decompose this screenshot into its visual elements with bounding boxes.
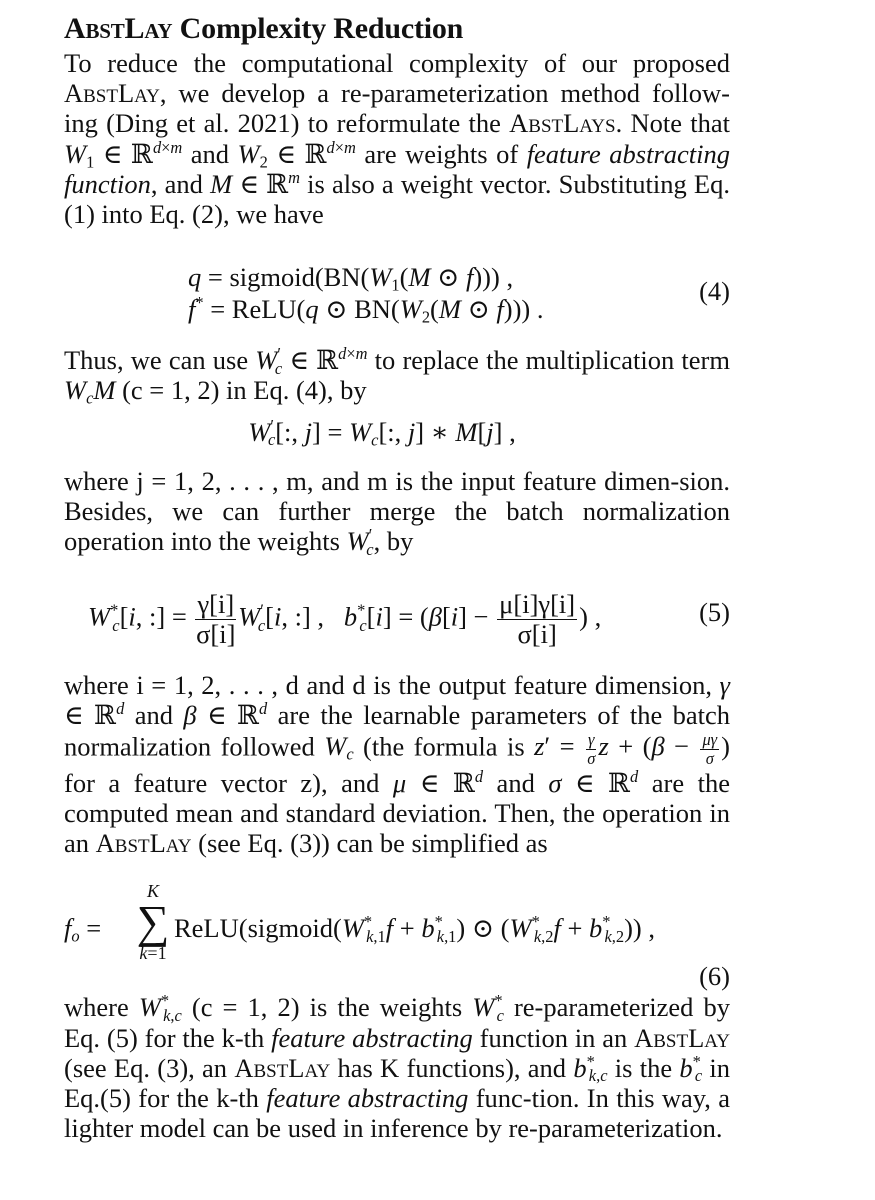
equation-wprime: $W'_c$[:, $j] = W_c$[:, j] ∗ M[j] , xyxy=(248,415,516,450)
p1-text-1: To reduce the computational complexity of our proposed xyxy=(64,48,730,78)
p5-text-6: has K functions), and xyxy=(330,1052,574,1083)
p1-text-3: . Note that xyxy=(615,108,730,139)
p4-text-4: for a feature vector z), and xyxy=(64,767,393,798)
section-title xyxy=(64,10,730,48)
p4-math-mu-sigma: μ ∈ ℝ$^d$ and σ ∈ ℝ$^d$ xyxy=(392,766,639,798)
equation-4 xyxy=(64,261,730,325)
p5-text-5: (see Eq. (3), an xyxy=(64,1052,235,1083)
p1-text-2: , we develop a re-parameterization method follow-ing (Ding et al. 2021) to reformulate the xyxy=(64,78,730,139)
p5-abstlay-1: AbstLay xyxy=(634,1022,730,1053)
p1-text-5: , and xyxy=(150,168,211,199)
p5-emph-1: feature abstracting xyxy=(271,1022,473,1053)
p5-math-wkc: $W^*_{k,c}$ xyxy=(138,991,182,1025)
paragraph-1 xyxy=(64,48,730,229)
eq4-number: (4) xyxy=(699,276,730,307)
p5-math-bkc: $b^*_{k,c}$ xyxy=(573,1051,608,1086)
paragraph-3 xyxy=(64,466,730,557)
p1-text-4: are weights of xyxy=(355,138,527,169)
page xyxy=(64,10,730,1143)
p4-abstlay: AbstLay xyxy=(95,828,192,859)
p5-text-1: where xyxy=(64,992,139,1023)
p1-math-m: M ∈ ℝ$^m$ xyxy=(210,167,301,199)
paragraph-2 xyxy=(64,344,730,409)
p5-text-7: is the xyxy=(607,1052,680,1083)
eq6-sum: K ∑ k=1 xyxy=(136,881,170,964)
p5-math-bc: $b^*_c$ xyxy=(679,1051,703,1086)
eq4-line2: f* = ReLU(q ⊙ $BN(W_2(M$ ⊙ f))) . xyxy=(188,293,544,327)
p3-math-wprime: $W'_c$ xyxy=(346,524,374,559)
eq4-line1: $q = sigmoid(BN(W_1(M$ ⊙ f))) , xyxy=(188,262,514,295)
p5-text-9: func-tion. In this way, a lighter model can be used in inference by re-parameterization. xyxy=(64,1083,730,1144)
p1-abstlay: AbstLay xyxy=(64,78,160,109)
p2-text-3: (c = 1, 2) in Eq. (4), by xyxy=(115,375,367,406)
p2-math-wprime: $W'_c$ ∈ ℝ$^{d\times m}$ xyxy=(255,344,368,378)
p2-text-2: to replace the multiplication term xyxy=(367,345,730,376)
p5-text-4: function in an xyxy=(472,1022,635,1053)
eq5-number: (5) xyxy=(699,597,730,628)
p5-math-wc: $W^*_c$ xyxy=(472,991,504,1025)
p4-text-5: are the computed mean and standard deviation. Then, the operation in an xyxy=(64,767,730,859)
section-title-sc: AbstLay xyxy=(64,12,173,45)
equation-5 xyxy=(64,582,730,650)
p5-text-2: (c = 1, 2) is the weights xyxy=(181,992,473,1023)
p5-text-8: in Eq.(5) for the k-th xyxy=(64,1052,730,1114)
p4-text-2: are the learnable parameters of the batch normalization followed xyxy=(64,700,731,762)
eq5-frac-1: $\frac{\gamma[i]}{\sigma[i]}$ xyxy=(196,589,236,650)
p1-text-6: is also a weight vector. Substituting Eq. (1) into Eq. (2), we have xyxy=(64,168,730,230)
p5-emph-2: feature abstracting xyxy=(266,1083,469,1114)
p5-abstlay-2: AbstLay xyxy=(234,1052,331,1083)
p4-text-3: (the formula is xyxy=(353,731,535,762)
p1-math-w1w2: $W_1$ ∈ ℝ$^{d\times m}$ and $W_2$ ∈ ℝ$^{d\times m}$ xyxy=(64,137,356,172)
p5-text-3: re-parameterized by Eq. (5) for the k-th xyxy=(64,992,730,1053)
p3-text-1: where j = 1, 2, . . . , m, and m is the input feature dimen-sion. Besides, we can further merge the batch normalization operation into the weights xyxy=(64,465,730,557)
paragraph-4 xyxy=(64,670,730,858)
p4-math-gamma-beta: γ ∈ ℝ$^d$ and β ∈ ℝ$^d$ xyxy=(64,670,730,731)
p4-math-wc: $W_c$ xyxy=(324,731,354,764)
p1-emph: feature abstracting function xyxy=(64,138,730,199)
p4-math-formula: z′ = $\frac{\gamma}{\sigma}$ z + (β − $\frac{\mu\gamma}{\sigma}$ ) xyxy=(534,729,730,768)
p4-text-1: where i = 1, 2, . . . , d and d is the output feature dimension, xyxy=(64,670,720,701)
p2-math-wcm: $W_cM$ xyxy=(64,375,116,409)
paragraph-5 xyxy=(64,992,730,1143)
p1-abstlays: AbstLays xyxy=(509,108,616,139)
eq6-number: (6) xyxy=(699,961,730,992)
eq5-frac-2: $\frac{\mu[i]\gamma[i]}{\sigma[i]}$ xyxy=(499,589,576,650)
eq5-content: $W^*_c[i$, :] = $\frac{\gamma[i]}{\sigma[i]}$ $W'_c[i$, :] , $b^*_c[i] = (\beta[i]$ − $\frac{\mu[i]\gamma[i]}{\sigma[i]}$ ) , xyxy=(88,589,602,650)
p3-text-2: , by xyxy=(373,526,414,557)
section-title-rest: Complexity Reduction xyxy=(172,12,464,45)
p4-text-6: (see Eq. (3)) can be simplified as xyxy=(191,828,548,859)
equation-6: $f_o$ = K ∑ k=1 $ReLU(sigmoid(W^*_{k,1}f + b^*_{k,1})$ ⊙ $(W^*_{k,2}f + b^*_{k,2})$) , (6) xyxy=(64,881,730,992)
p2-text-1: Thus, we can use xyxy=(64,345,256,376)
eq6-body: $ReLU(sigmoid(W^*_{k,1}f + b^*_{k,1})$ ⊙ $(W^*_{k,2}f + b^*_{k,2})$) , xyxy=(174,912,656,946)
